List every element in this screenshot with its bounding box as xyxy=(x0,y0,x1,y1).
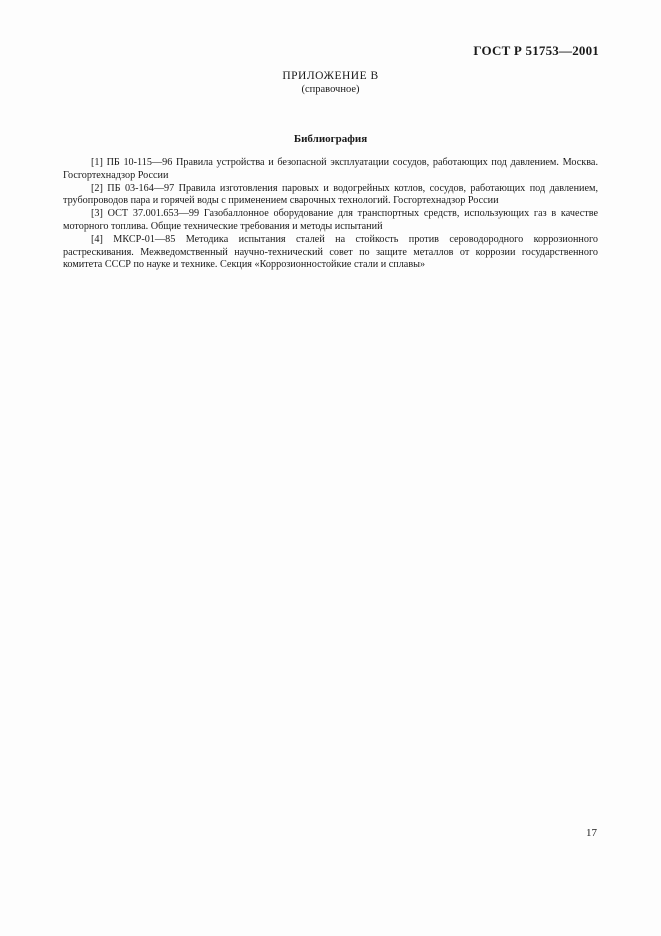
appendix-subtitle: (справочное) xyxy=(301,84,360,95)
bibliography-item: [4] МКСР-01—85 Методика испытания сталей на стойкость против сероводородного коррозионного растрескивания. Межведомственный научно-технический совет по защите металлов от коррозии государственного комитета СССР по науке и технике. Секция «Коррозионностойкие стали и сплавы» xyxy=(63,233,598,271)
bibliography-heading: Библиография xyxy=(293,133,368,145)
bibliography-item: [3] ОСТ 37.001.653—99 Газобаллонное оборудование для транспортных средств, использующих газ в качестве моторного топлива. Общие технические требования и методы испытаний xyxy=(63,208,598,232)
page-number: 17 xyxy=(586,827,597,839)
bibliography-item: [1] ПБ 10-115—96 Правила устройства и безопасной эксплуатации сосудов, работающих под давлением. Москва. Госгортехнадзор России xyxy=(63,157,598,181)
document-code: ГОСТ Р 51753—2001 xyxy=(473,43,599,58)
appendix-title: ПРИЛОЖЕНИЕ В xyxy=(282,70,379,82)
bibliography-list xyxy=(63,157,598,272)
bibliography-item: [2] ПБ 03-164—97 Правила изготовления паровых и водогрейных котлов, сосудов, работающих под давлением, трубопроводов пара и горячей воды с применением сварочных технологий. Госгортехнадзор России xyxy=(63,182,598,207)
